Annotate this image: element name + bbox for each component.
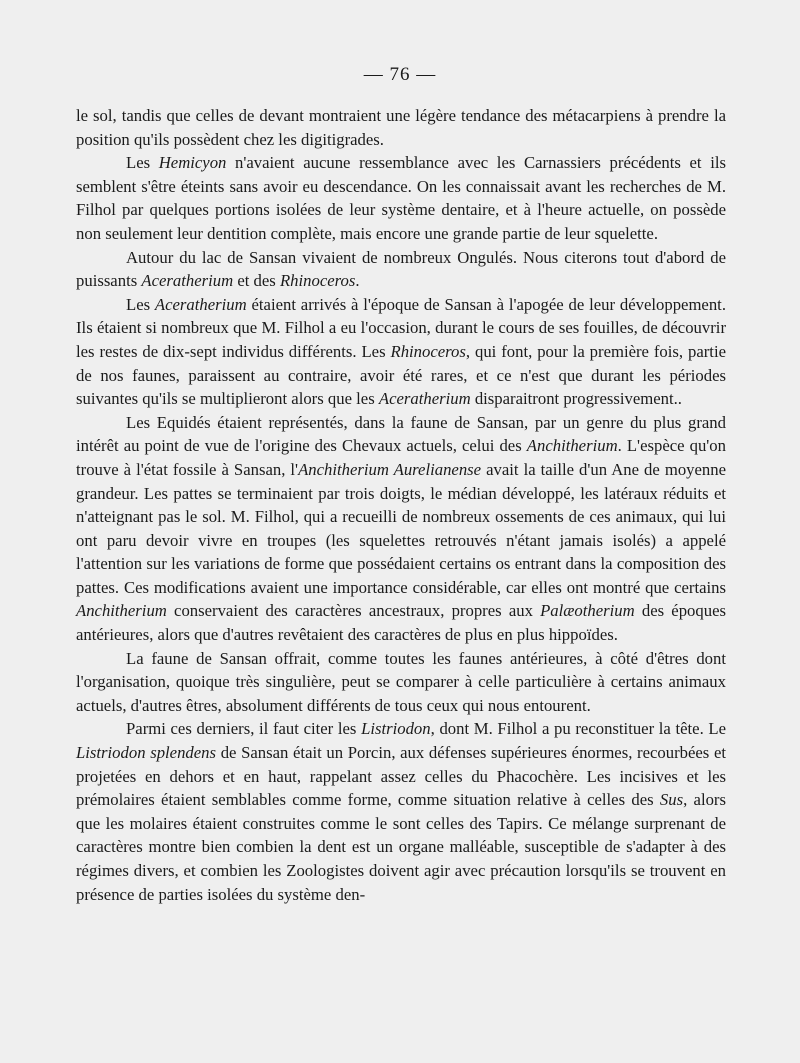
italic-text: Hemicyon — [158, 153, 227, 173]
text-run: des époques antérieures, alors que d'autres revêtaient des caractères de plus en plus hippoïdes. — [76, 601, 726, 645]
italic-text: Palæotherium — [540, 601, 635, 621]
paragraph — [76, 104, 726, 151]
italic-text: Aceratherium — [141, 271, 234, 291]
text-run: La faune de Sansan offrait, comme toutes les faunes antérieures, à côté d'êtres dont l'organisation, quoique très singulière, peut se comparer à celle particulière à certains animaux actuels, d'autres êtres, absolument différents de tous ceux qui nous entourent. — [76, 648, 726, 715]
text-run: Autour du lac de Sansan vivaient de nombreux Ongulés. Nous citerons tout d'abord de puissants — [76, 247, 726, 291]
text-run: Les — [126, 153, 159, 173]
paragraph — [76, 246, 726, 293]
text-run: Les — [126, 294, 155, 314]
italic-text: Listriodon splendens — [76, 743, 217, 763]
italic-text: Anchitherium — [526, 436, 618, 456]
text-run: , qui font, pour la première fois, partie de nos faunes, paraissent au contraire, avoir été rares, et ce n'est que durant les périodes suivantes qu'ils se multiplieront alors que les — [76, 341, 726, 409]
text-run: n'avaient aucune ressemblance avec les Carnassiers précédents et ils semblent s'être éteints sans avoir eu descendance. On les connaissait avant les recherches de M. Filhol par quelques portions isolées de leur système dentaire, et à l'heure actuelle, on possède non seulement leur dentition complète, mais encore une grande partie de leur squelette. — [76, 153, 726, 243]
italic-text: Aceratherium — [154, 294, 247, 314]
text-run: Les Equidés étaient représentés, dans la faune de Sansan, par un genre du plus grand intérêt au point de vue de l'origine des Chevaux actuels, celui des — [76, 412, 726, 456]
text-run: disparaitront progressivement.. — [470, 389, 682, 409]
paragraph — [76, 151, 726, 245]
text-run: Parmi ces derniers, il faut citer les — [126, 719, 362, 739]
body-text — [76, 104, 726, 906]
italic-text: Sus — [659, 790, 684, 810]
text-run: , alors que les molaires étaient construites comme le sont celles des Tapirs. Ce mélange surprenant de caractères montre bien combien la dent est un organe malléable, susceptible de s'adapter à des régimes divers, et combien les Zoologistes doivent agir avec précaution lorsqu'ils se trouvent en présence de parties isolées du système den- — [76, 790, 726, 904]
text-run: de Sansan était un Porcin, aux défenses supérieures énormes, recourbées et projetées en dehors et en haut, rappelant assez celles du Phacochère. Les incisives et les prémolaires étaient semblables comme forme, comme situation relative à celles des — [76, 743, 726, 810]
paragraph — [76, 717, 726, 906]
italic-text: Rhinoceros — [279, 271, 356, 291]
text-run: . L'espèce qu'on trouve à l'état fossile à Sansan, l' — [76, 436, 726, 479]
paragraph — [76, 411, 726, 647]
italic-text: Anchitherium Aurelianense — [298, 459, 482, 479]
italic-text: Listriodon — [361, 719, 431, 739]
italic-text: Anchitherium — [76, 601, 167, 621]
text-run: et des — [233, 271, 280, 291]
text-run: étaient arrivés à l'époque de Sansan à l'apogée de leur développement. Ils étaient si nombreux que M. Filhol a eu l'occasion, durant le cours de ses fouilles, de découvrir les restes de dix-sept individus différents. Les — [76, 294, 726, 361]
italic-text: Rhinoceros — [390, 341, 466, 361]
text-run: le sol, tandis que celles de devant montraient une légère tendance des métacarpiens à prendre la position qu'ils possèdent chez les digitigrades. — [76, 106, 726, 149]
italic-text: Aceratherium — [378, 389, 471, 409]
page-number: — 76 — — [363, 64, 437, 85]
text-run: , dont M. Filhol a pu reconstituer la tête. Le — [430, 719, 726, 739]
text-run: conservaient des caractères ancestraux, propres aux — [166, 601, 541, 621]
paragraph — [76, 293, 726, 411]
text-run: avait la taille d'un Ane de moyenne grandeur. Les pattes se terminaient par trois doigts, le médian développé, les latéraux réduits et n'atteignant pas le sol. M. Filhol, qui a recueilli de nombreux ossements de ces animaux, qui lui ont paru devoir vivre en troupes (les squelettes retrouvés n'étant jamais isolés) a appelé l'attention sur les variations de forme que possédaient certains os entrant dans la composition des pattes. Ces modifications avaient une importance considérable, car elles ont montré que certains — [76, 459, 727, 597]
paragraph — [76, 647, 726, 718]
text-run: . — [355, 271, 360, 291]
